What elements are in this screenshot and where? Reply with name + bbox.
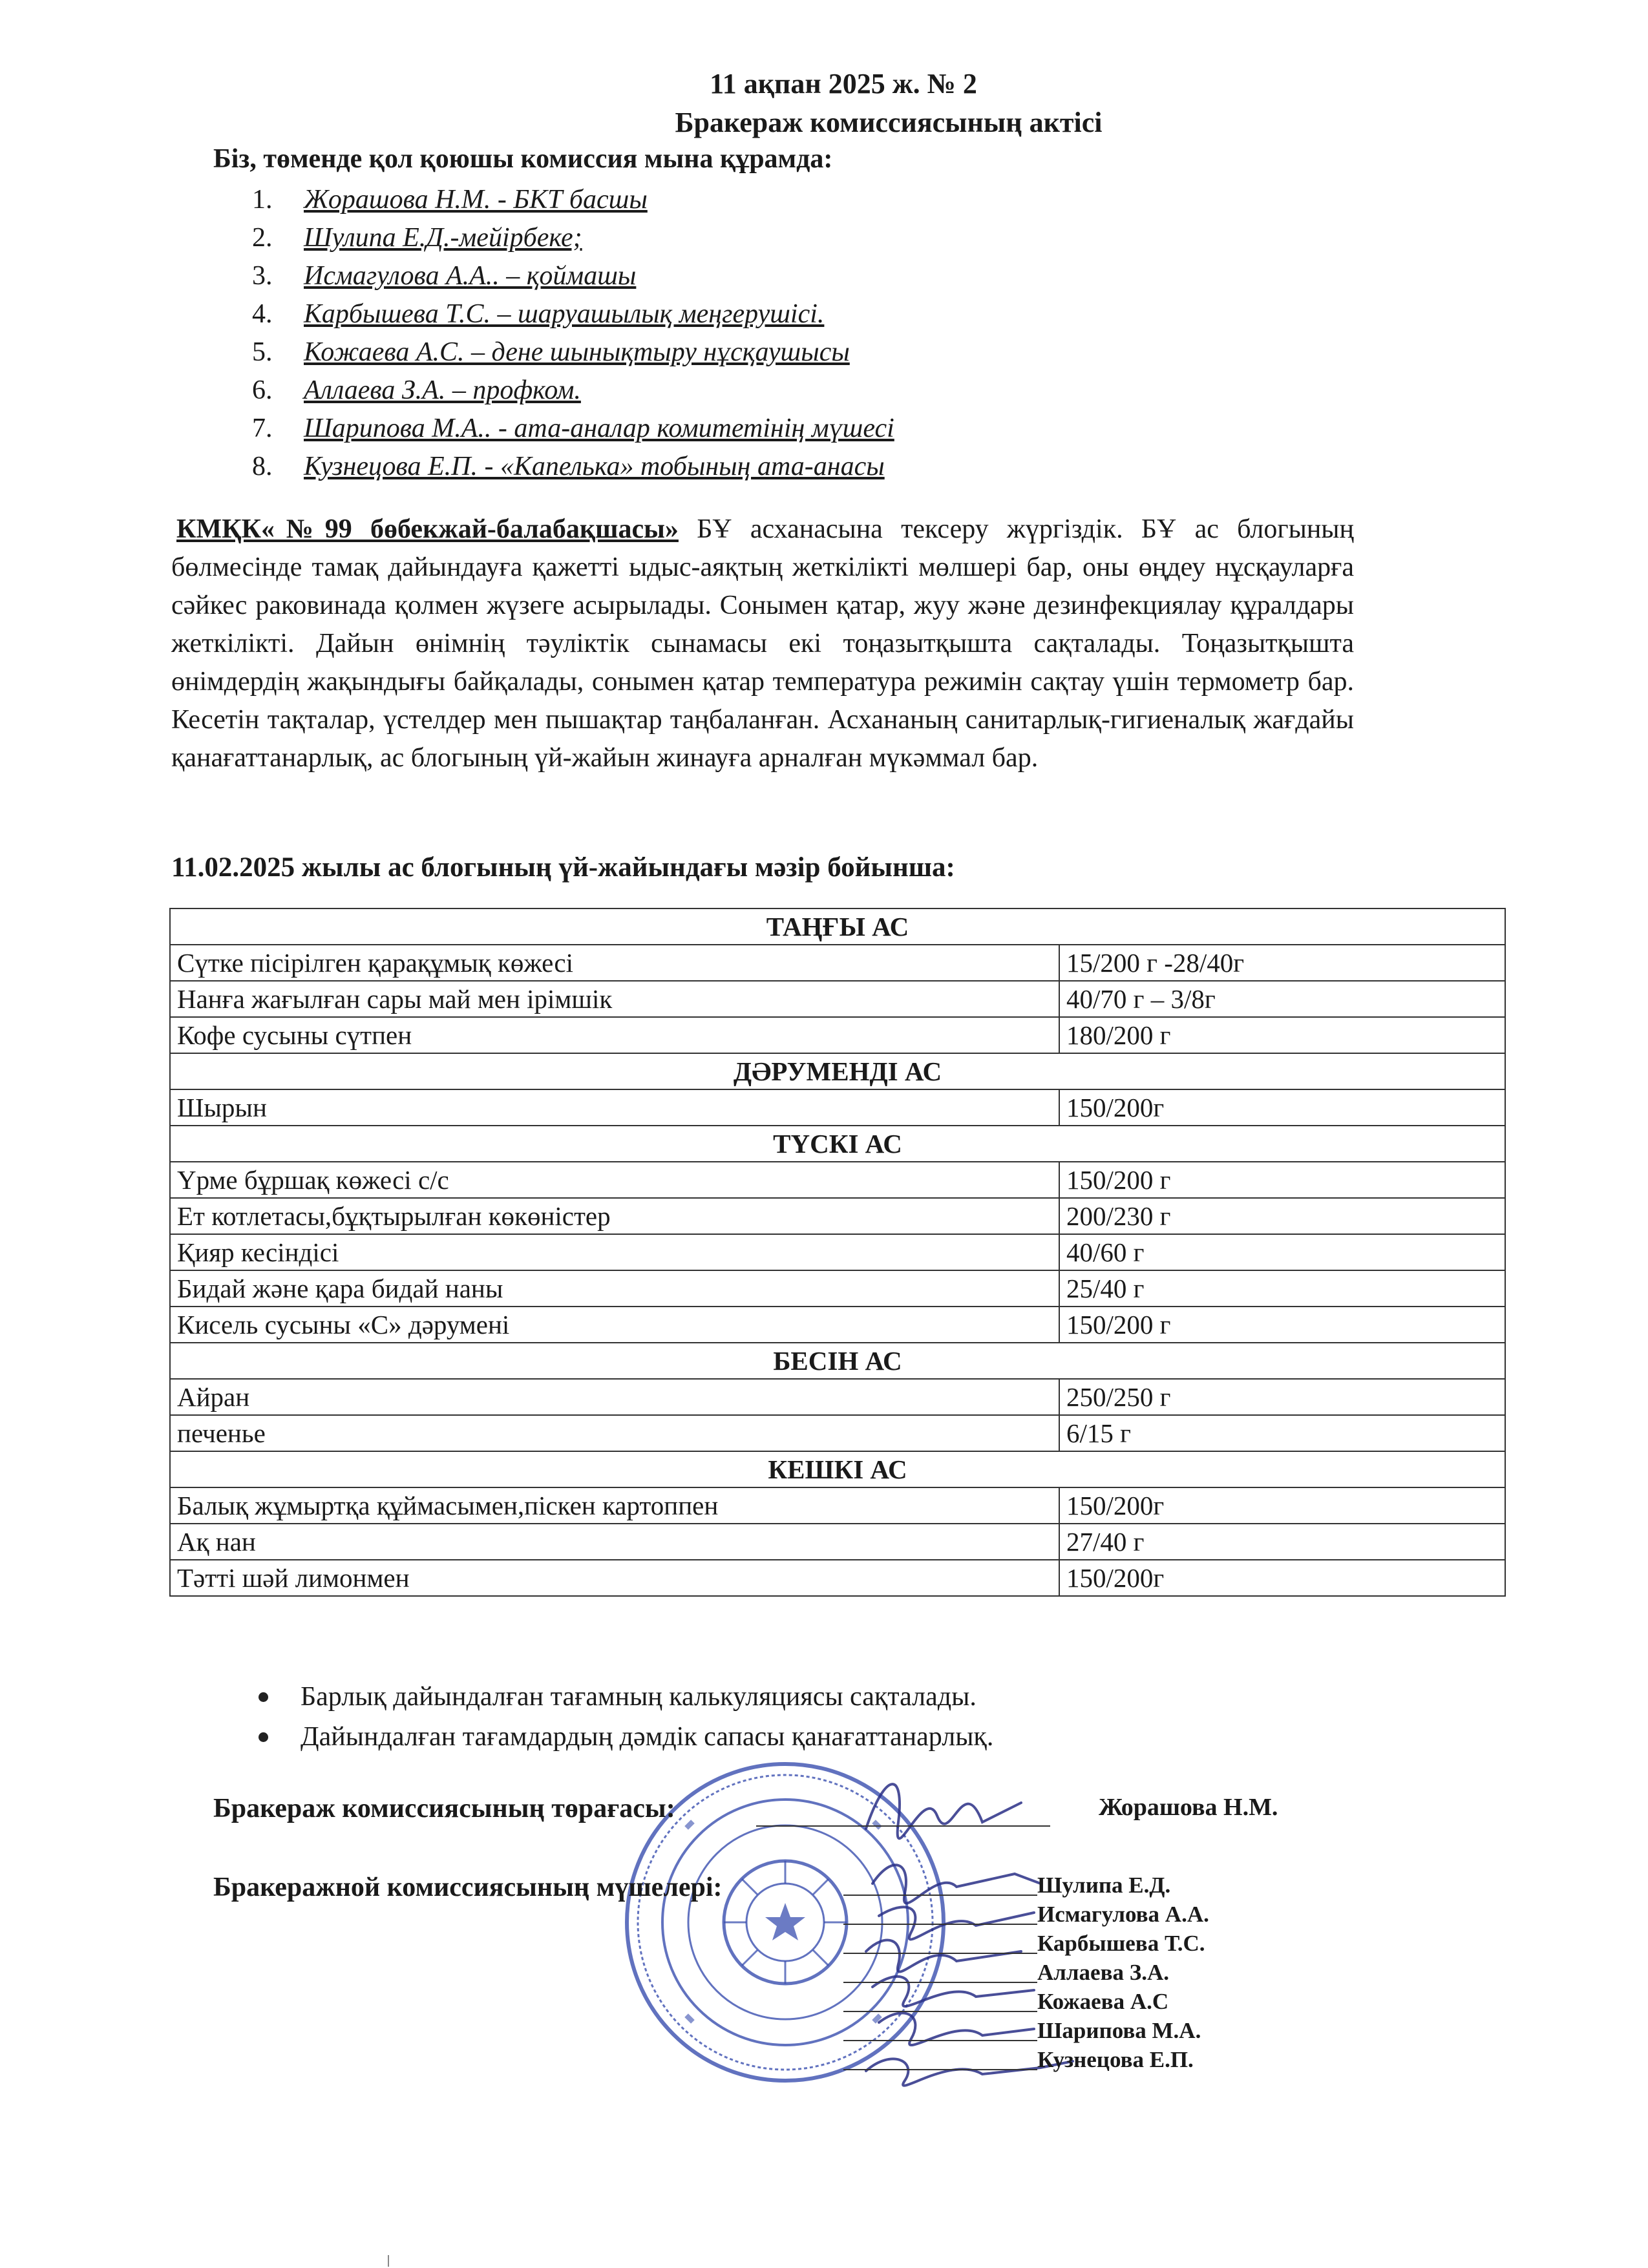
portion-cell: 180/200 г — [1059, 1017, 1505, 1053]
member-signature-name: Карбышева Т.С. — [1037, 1929, 1209, 1958]
inspection-paragraph — [171, 510, 1354, 777]
section-row — [170, 908, 1505, 945]
members-label: Бракеражной комиссиясының мүшелері: — [213, 1873, 723, 1902]
member-item: 3. Исмагулова А.А.. – қоймашы — [252, 261, 637, 291]
table-row — [170, 1307, 1505, 1343]
portion-cell: 40/70 г – 3/8г — [1059, 981, 1505, 1017]
section-row — [170, 1451, 1505, 1487]
section-row — [170, 1126, 1505, 1162]
chairman-name: Жорашова Н.М. — [1099, 1794, 1278, 1821]
portion-cell: 27/40 г — [1059, 1524, 1505, 1560]
portion-cell: 150/200г — [1059, 1560, 1505, 1596]
member-item: 5. Кожаева А.С. – дене шынықтыру нұсқаушысы — [252, 337, 850, 367]
member-signature-name: Исмагулова А.А. — [1037, 1900, 1209, 1929]
portion-cell: 150/200г — [1059, 1487, 1505, 1524]
member-signature-name: Кожаева А.С — [1037, 1987, 1209, 2016]
table-row — [170, 1198, 1505, 1234]
member-signatures-list — [1037, 1871, 1209, 2074]
section-dinner: КЕШКІ АС — [170, 1451, 1505, 1487]
portion-cell: 150/200г — [1059, 1089, 1505, 1126]
member-item: 1. Жорашова Н.М. - БКТ басшы — [252, 185, 648, 215]
portion-cell: 25/40 г — [1059, 1270, 1505, 1307]
portion-cell: 250/250 г — [1059, 1379, 1505, 1415]
table-row — [170, 1089, 1505, 1126]
table-row — [170, 945, 1505, 981]
list-item: Барлық дайындалған тағамның калькуляциясы сақталады. — [252, 1677, 993, 1717]
portion-cell: 15/200 г -28/40г — [1059, 945, 1505, 981]
inspection-text: БҰ асханасына тексеру жүргіздік. БҰ ас блогының бөлмесінде тамақ дайындауға қажетті ыдыс-аяқтың жеткілікті мөлшері бар, оны өңдеу нұсқауларға сәйкес раковинада қолмен жүзеге асырылады. Сонымен қатар, жуу және дезинфекциялау құралдары жеткілікті. Дайын өнімнің тәуліктік сынамасы екі тоңазытқышта сақталады. Тоңазытқышта өнімдердің жақындығы байқалады, сонымен қатар температура режимін сақтау үшін термометр бар. Кесетін тақталар, үстелдер мен пышақтар таңбаланған. Асхананың санитарлық-гигиеналық жағдайы қанағаттанарлық, ас блогының үй-жайын жинауға арналған мүкәммал бар. — [171, 514, 1355, 773]
dish-cell: Шырын — [170, 1089, 1059, 1126]
member-item: 7. Шарипова М.А.. - ата-аналар комитетінің мүшесі — [252, 414, 894, 443]
bullet-icon — [259, 1692, 268, 1702]
portion-cell: 150/200 г — [1059, 1162, 1505, 1198]
dish-cell: Кофе сусыны сүтпен — [170, 1017, 1059, 1053]
member-item: 6. Аллаева З.А. – профком. — [252, 375, 581, 405]
dish-cell: печенье — [170, 1415, 1059, 1451]
section-row — [170, 1053, 1505, 1089]
table-row — [170, 1560, 1505, 1596]
commission-intro: Біз, төменде қол қоюшы комиссия мына құрамда: — [213, 144, 833, 174]
section-row — [170, 1343, 1505, 1379]
portion-cell: 6/15 г — [1059, 1415, 1505, 1451]
portion-cell: 150/200 г — [1059, 1307, 1505, 1343]
section-snack: БЕСІН АС — [170, 1343, 1505, 1379]
bullet-icon — [259, 1732, 268, 1742]
member-item: 8. Кузнецова Е.П. - «Капелька» тобының ата-анасы — [252, 452, 885, 481]
dish-cell: Кисель сусыны «С» дәрумені — [170, 1307, 1059, 1343]
table-row — [170, 1415, 1505, 1451]
table-row — [170, 981, 1505, 1017]
dish-cell: Қияр кесіндісі — [170, 1234, 1059, 1270]
member-signature-name: Шулипа Е.Д. — [1037, 1871, 1209, 1900]
table-row — [170, 1234, 1505, 1270]
table-row — [170, 1270, 1505, 1307]
commission-members-list — [252, 181, 894, 486]
dish-cell: Тәтті шәй лимонмен — [170, 1560, 1059, 1596]
act-title: Бракераж комиссиясының актісі — [675, 107, 1103, 138]
dish-cell: Ет котлетасы,бұқтырылған көкөністер — [170, 1198, 1059, 1234]
dish-cell: Сүтке пісірілген қарақұмық көжесі — [170, 945, 1059, 981]
portion-cell: 40/60 г — [1059, 1234, 1505, 1270]
table-row — [170, 1524, 1505, 1560]
scan-edge-mark — [388, 2255, 393, 2267]
dish-cell: Бидай және қара бидай наны — [170, 1270, 1059, 1307]
dish-cell: Балық жұмыртқа құймасымен,піскен картоппен — [170, 1487, 1059, 1524]
table-row — [170, 1379, 1505, 1415]
dish-cell: Ақ нан — [170, 1524, 1059, 1560]
act-date-number: 11 ақпан 2025 ж. № 2 — [710, 68, 977, 100]
dish-cell: Айран — [170, 1379, 1059, 1415]
member-item: 4. Карбышева Т.С. – шаруашылық меңгерушісі. — [252, 299, 825, 329]
chairman-signature-line — [756, 1825, 1050, 1827]
section-vitamin: ДӘРУМЕНДІ АС — [170, 1053, 1505, 1089]
menu-heading: 11.02.2025 жылы ас блогының үй-жайындағы мәзір бойынша: — [171, 852, 955, 883]
member-signature-name: Шарипова М.А. — [1037, 2016, 1209, 2045]
portion-cell: 200/230 г — [1059, 1198, 1505, 1234]
organization-name: КМҚК«№99 бөбекжай-балабақшасы» — [176, 514, 679, 544]
list-item: Дайындалған тағамдардың дәмдік сапасы қанағаттанарлық. — [252, 1717, 993, 1757]
dish-cell: Нанға жағылған сары май мен ірімшік — [170, 981, 1059, 1017]
member-item: 2. Шулипа Е.Д.-мейірбеке; — [252, 223, 582, 253]
table-row — [170, 1017, 1505, 1053]
section-lunch: ТҮСКІ АС — [170, 1126, 1505, 1162]
table-row — [170, 1162, 1505, 1198]
dish-cell: Үрме бұршақ көжесі с/с — [170, 1162, 1059, 1198]
member-signature-name: Аллаева З.А. — [1037, 1958, 1209, 1987]
chairman-label: Бракераж комиссиясының төрағасы: — [213, 1794, 675, 1823]
member-signature-name: Кузнецова Е.П. — [1037, 2045, 1209, 2074]
document-header — [0, 65, 1648, 142]
section-breakfast: ТАҢҒЫ АС — [170, 908, 1505, 945]
menu-table — [169, 908, 1506, 1597]
table-row — [170, 1487, 1505, 1524]
